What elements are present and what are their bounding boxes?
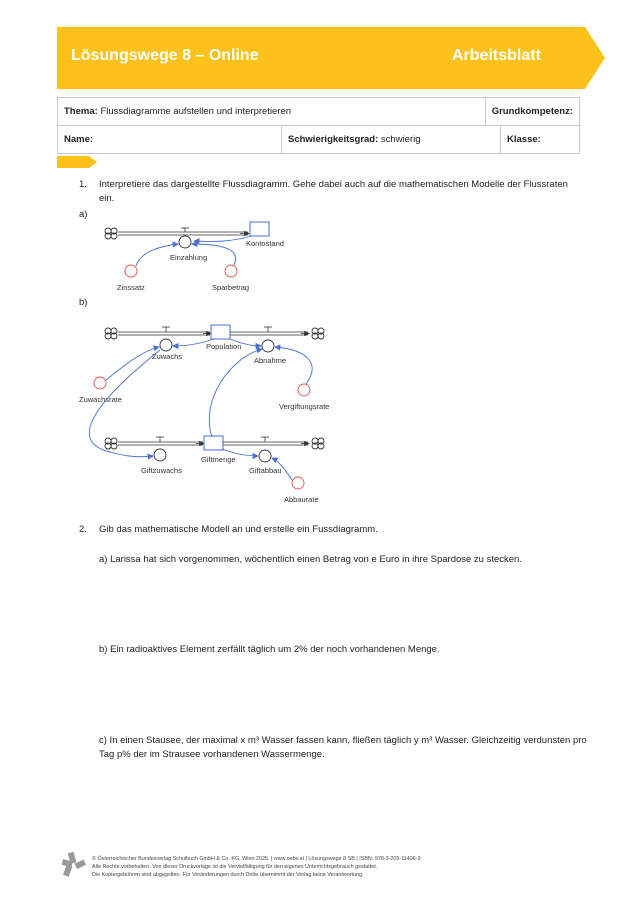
stock-population — [211, 325, 230, 339]
task2-c-line1: c) In einen Stausee, der maximal x m³ Wasser fassen kann, fließen täglich y m³ Wasser. Gleichzeitig verdunsten pro — [99, 735, 587, 746]
task1-a-label: a) — [79, 209, 88, 220]
stock-giftmenge-label: Giftmenge — [201, 455, 236, 464]
thema-value: Flussdiagramme aufstellen und interpretieren — [100, 106, 292, 117]
aux-zinssatz-label: Zinssatz — [117, 283, 145, 292]
aux-zuwachsrate — [94, 377, 106, 389]
cloud-sink-icon — [312, 438, 324, 449]
schwierigkeit-label: Schwierigkeitsgrad: — [288, 134, 379, 145]
header-type: Arbeitsblatt — [452, 47, 541, 64]
cloud-source-icon — [105, 438, 117, 449]
aux-abbaurate — [292, 477, 304, 489]
flow-giftzuwachs-valve — [154, 449, 166, 461]
cloud-sink-icon — [312, 328, 324, 339]
header-title: Lösungswege 8 – Online — [71, 47, 259, 64]
flow-giftabbau-valve — [259, 450, 271, 462]
publisher-logo-icon — [62, 852, 86, 878]
task1-text-line2: ein. — [99, 193, 115, 204]
name-cell: Name: — [58, 126, 282, 154]
task1-number: 1. — [79, 179, 87, 190]
footer — [92, 855, 421, 879]
stock-kontostand-label: Kontostand — [246, 239, 284, 248]
footer-line2: Alle Rechte vorbehalten. Von dieser Druckvorlage ist die Vervielfältigung für den eigenen Unterrichtsgebrauch gestattet. — [92, 864, 378, 870]
aux-vergiftungsrate-label: Vergiftungsrate — [279, 402, 330, 411]
task2-number: 2. — [79, 524, 87, 535]
task2-text: Gib das mathematische Modell an und erstelle ein Fussdiagramm. — [99, 524, 378, 535]
flow-zuwachs-valve — [160, 339, 172, 351]
flow-giftzuwachs-label: Giftzuwachs — [141, 466, 182, 475]
footer-line1: © Österreichischer Bundesverlag Schulbuch GmbH & Co. KG, Wien 2025. | www.oebv.at | Lösungswege 8 SB | ISBN: 978-3-209-11496-9 — [92, 856, 421, 862]
cloud-source-icon — [105, 328, 117, 339]
thema-label: Thema: — [64, 106, 98, 117]
task1-text-line1: Interpretiere das dargestellte Flussdiagramm. Gehe dabei auch auf die mathematischen Modelle der Flussraten — [99, 179, 568, 190]
flow-giftabbau-label: Giftabbau — [249, 466, 282, 475]
flow-einzahlung-label: Einzahlung — [170, 253, 208, 262]
aux-vergiftungsrate — [298, 384, 310, 396]
task2-b: b) Ein radioaktives Element zerfällt täglich um 2% der noch vorhandenen Menge. — [99, 644, 440, 655]
klasse-cell: Klasse: — [501, 126, 580, 154]
aux-abbaurate-label: Abbaurate — [284, 495, 319, 504]
task2-c-line2: Tag p% der im Strausee vorhandenen Wassermenge. — [99, 749, 325, 760]
schwierigkeit-value: schwierig — [380, 134, 421, 145]
flow-abnahme-label: Abnahme — [254, 356, 287, 365]
aux-sparbetrag-label: Sparbetrag — [212, 283, 250, 292]
stock-population-label: Population — [206, 342, 242, 351]
flow-abnahme-valve — [262, 340, 274, 352]
flow-zuwachs-label: Zuwachs — [152, 352, 183, 361]
footer-line3: Die Kopiergebühren sind abgegolten. Für Veränderungen durch Dritte übernimmt der Verlag keine Verantwortung. — [92, 872, 364, 878]
grundkompetenz-cell: Grundkompetenz: — [485, 98, 579, 126]
aux-zuwachsrate-label: Zuwachsrate — [79, 395, 122, 404]
task2-a: a) Larissa hat sich vorgenommen, wöchentlich einen Betrag von e Euro in ihre Spardose zu stecken. — [99, 554, 522, 565]
task1-b-label: b) — [79, 297, 88, 308]
stock-giftmenge — [204, 436, 223, 450]
